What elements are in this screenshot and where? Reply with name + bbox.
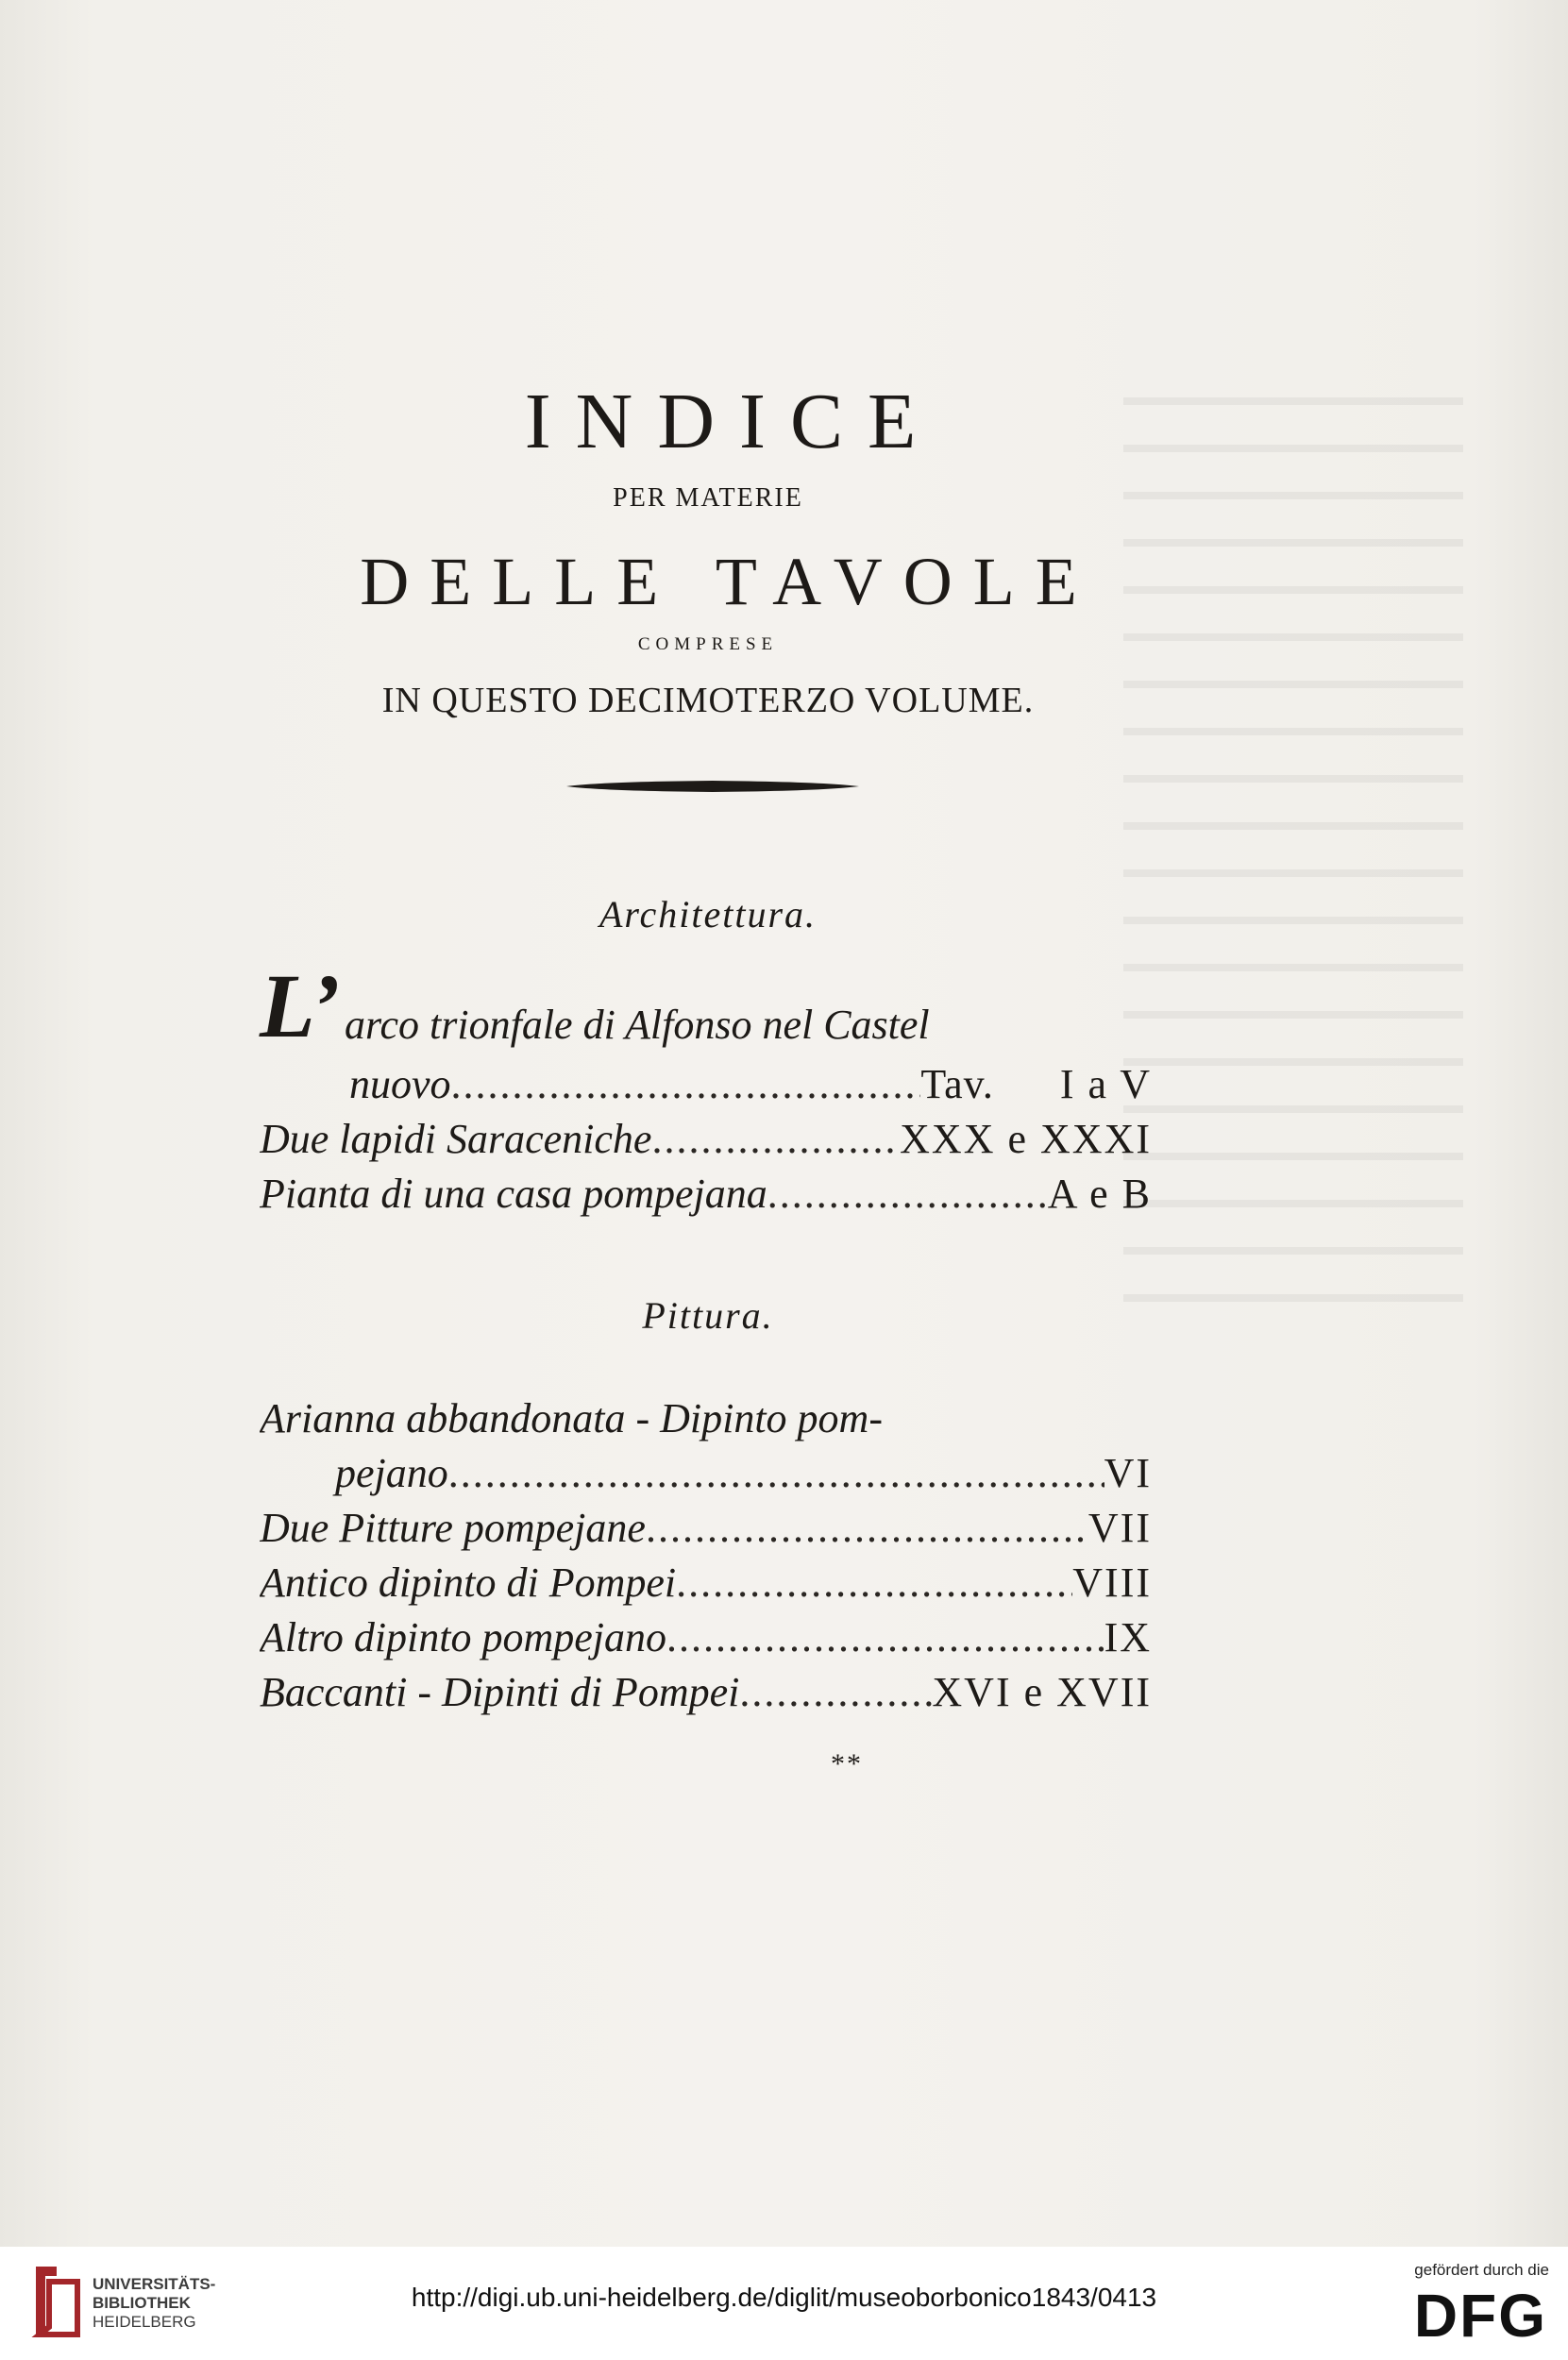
- plate-reference: VII: [1087, 1505, 1152, 1551]
- title-per-materie: PER MATERIE: [613, 483, 803, 513]
- drop-cap: L’: [260, 955, 341, 1056]
- entry-arco-trionfale: [260, 953, 1152, 1057]
- plate-reference: A e B: [1047, 1171, 1152, 1217]
- index-entry: [260, 1610, 1152, 1665]
- plate-reference: IX: [1104, 1614, 1152, 1660]
- leader-dots: [451, 1057, 921, 1112]
- entry-arianna: [260, 1391, 1152, 1446]
- plate-reference: VIII: [1072, 1559, 1152, 1606]
- index-entry: [260, 1112, 1152, 1167]
- section-heading-pittura: Pittura.: [642, 1294, 774, 1337]
- library-line: HEIDELBERG: [93, 2313, 196, 2331]
- entry-continuation: [260, 1446, 1152, 1501]
- entry-text: Due lapidi Saraceniche: [260, 1116, 652, 1162]
- title-delle-tavole: DELLE TAVOLE: [360, 544, 1098, 619]
- index-entry: [260, 1167, 1152, 1222]
- decorative-rule: [566, 780, 859, 793]
- index-entry: [260, 1556, 1152, 1610]
- entry-text: arco trionfale di Alfonso nel Castel: [345, 1002, 930, 1048]
- entry-text: Antico dipinto di Pompei: [260, 1559, 677, 1606]
- leader-dots: [666, 1610, 1104, 1665]
- entry-text: Baccanti - Dipinti di Pompei: [260, 1669, 740, 1715]
- library-line: UNIVERSITÄTS-: [93, 2275, 216, 2293]
- plate-reference: VI: [1104, 1450, 1152, 1496]
- entry-text: Due Pitture pompejane: [260, 1505, 646, 1551]
- index-entry: [260, 1665, 1152, 1720]
- tav-label: Tav.: [920, 1061, 994, 1107]
- leader-dots: [651, 1112, 900, 1167]
- title-volume: IN QUESTO DECIMOTERZO VOLUME.: [381, 681, 1035, 720]
- leader-dots: [646, 1501, 1088, 1556]
- entry-continuation: [260, 1057, 1152, 1112]
- dfg-logo-icon[interactable]: DFG: [1413, 2282, 1547, 2350]
- leader-dots: [767, 1167, 1048, 1222]
- plate-reference: I a V: [1059, 1061, 1152, 1107]
- plate-reference: XVI e XVII: [932, 1669, 1152, 1715]
- entry-text: Altro dipinto pompejano: [260, 1614, 667, 1660]
- library-line: BIBLIOTHEK: [93, 2294, 191, 2312]
- title-indice: INDICE: [524, 378, 941, 465]
- page-url-link[interactable]: http://digi.ub.uni-heidelberg.de/diglit/museoborbonico1843/0413: [411, 2283, 1157, 2312]
- leader-dots: [739, 1665, 932, 1720]
- plate-reference: XXX e XXXI: [900, 1116, 1152, 1162]
- architettura-entries: [260, 953, 1152, 1222]
- entry-text: pejano: [335, 1450, 448, 1496]
- title-comprese: COMPRESE: [637, 634, 779, 654]
- leader-dots: [448, 1446, 1104, 1501]
- entry-text: Arianna abbandonata - Dipinto pom-: [260, 1395, 883, 1441]
- bleed-through-text: [1123, 373, 1463, 1336]
- section-heading-architettura: Architettura.: [599, 893, 818, 936]
- leader-dots: [676, 1556, 1072, 1610]
- funding-caption: gefördert durch die: [1414, 2261, 1549, 2279]
- entry-text: nuovo: [349, 1061, 451, 1107]
- entry-text: Pianta di una casa pompejana: [260, 1171, 767, 1217]
- index-entry: [260, 1501, 1152, 1556]
- signature-mark: **: [831, 1748, 863, 1779]
- pittura-entries: [260, 1391, 1152, 1720]
